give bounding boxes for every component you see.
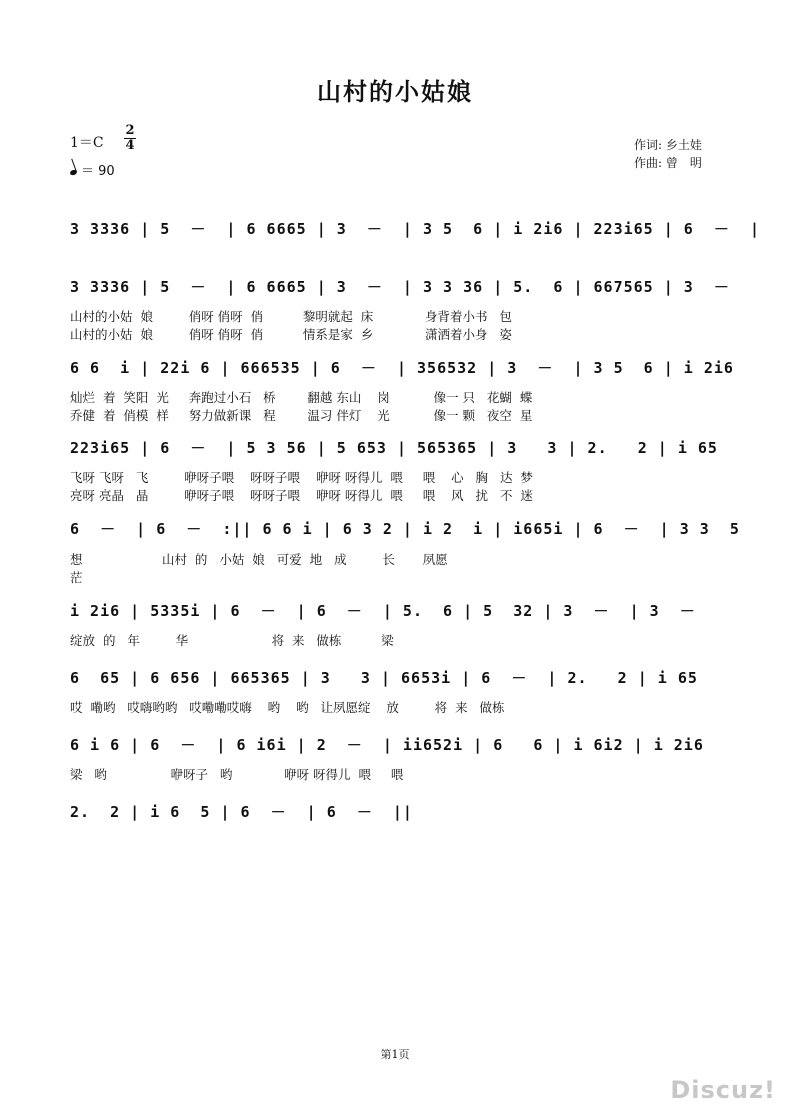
staff-line-3: 6 6 i | 22i 6 | 666535 | 6 － | 356532 | 3 － | 3 5 6 | i 2i6 xyxy=(70,359,734,377)
lyric-line-2: 山村的小姑 娘 俏呀 俏呀 俏 情系是家 乡 潇洒着小身 姿 xyxy=(70,327,512,342)
staff-line-7: 6 65 | 6 656 | 665365 | 3 3 | 6653i | 6 － | 2. 2 | i 65 xyxy=(70,669,698,687)
staff-line-6: i 2i6 | 5335i | 6 － | 6 － | 5. 6 | 5 32 | 3 － | 3 － xyxy=(70,602,696,620)
lyric-line-7: 想 山村 的 小姑 娘 可爱 地 成 长 夙愿 xyxy=(70,552,448,567)
lyric-line-1: 山村的小姑 娘 俏呀 俏呀 俏 黎明就起 床 身背着小书 包 xyxy=(70,309,512,324)
tempo-value: ＝ 90 xyxy=(81,164,115,179)
page-number: 第1页 xyxy=(380,1048,410,1061)
staff-line-4: 223i65 | 6 － | 5 3 56 | 5 653 | 565365 | 3 3 | 2. 2 | i 65 xyxy=(70,439,718,457)
time-signature-top: 2 xyxy=(125,123,135,138)
key-signature: 1＝C xyxy=(70,135,104,151)
lyric-line-5: 飞呀 飞呀 飞 咿呀子喂 呀呀子喂 咿呀 呀得儿 喂 喂 心 胸 达 梦 xyxy=(70,470,533,485)
composer-credit: 作曲: 曾 明 xyxy=(634,156,702,170)
lyric-line-4: 乔健 着 俏模 样 努力做新课 程 温习 伴灯 光 像一 颗 夜空 星 xyxy=(70,408,533,423)
quarter-note-icon xyxy=(69,169,77,176)
lyric-line-11: 梁 哟 咿呀子 哟 咿呀 呀得儿 喂 喂 xyxy=(70,767,404,782)
lyric-line-9: 绽放 的 年 华 将 来 做栋 梁 xyxy=(70,633,394,648)
lyric-line-3: 灿烂 着 笑阳 光 奔跑过小石 桥 翻越 东山 岗 像一 只 花蝴 蝶 xyxy=(70,390,533,405)
lyric-line-8: 茫 xyxy=(70,570,83,585)
time-signature-bottom: 4 xyxy=(125,138,135,153)
time-signature xyxy=(124,124,136,153)
staff-line-1: 3 3336 | 5 － | 6 6665 | 3 － | 3 5 6 | i 2i6 | 223i65 | 6 － | xyxy=(70,220,760,238)
page-title: 山村的小姑娘 xyxy=(317,77,473,106)
staff-line-2: 3 3336 | 5 － | 6 6665 | 3 － | 3 3 36 | 5. 6 | 667565 | 3 － xyxy=(70,278,730,296)
tempo-marking xyxy=(70,160,115,179)
staff-line-5: 6 － | 6 － :|| 6 6 i | 6 3 2 | i 2 i | i665i | 6 － | 3 3 5 xyxy=(70,520,740,538)
lyric-line-10: 哎 嘞哟 哎嗨哟哟 哎嘞嘞哎嗨 哟 哟 让夙愿绽 放 将 来 做栋 xyxy=(70,700,505,715)
staff-line-8: 6 i 6 | 6 － | 6 i6i | 2 － | ii652i | 6 6 | i 6i2 | i 2i6 xyxy=(70,736,704,754)
staff-line-9: 2. 2 | i 6 5 | 6 － | 6 － || xyxy=(70,803,413,821)
lyric-line-6: 亮呀 亮晶 晶 咿呀子喂 呀呀子喂 咿呀 呀得儿 喂 喂 风 扰 不 迷 xyxy=(70,488,533,503)
lyricist-credit: 作词: 乡土娃 xyxy=(634,138,702,152)
watermark-logo: Discuz! xyxy=(670,1076,776,1104)
